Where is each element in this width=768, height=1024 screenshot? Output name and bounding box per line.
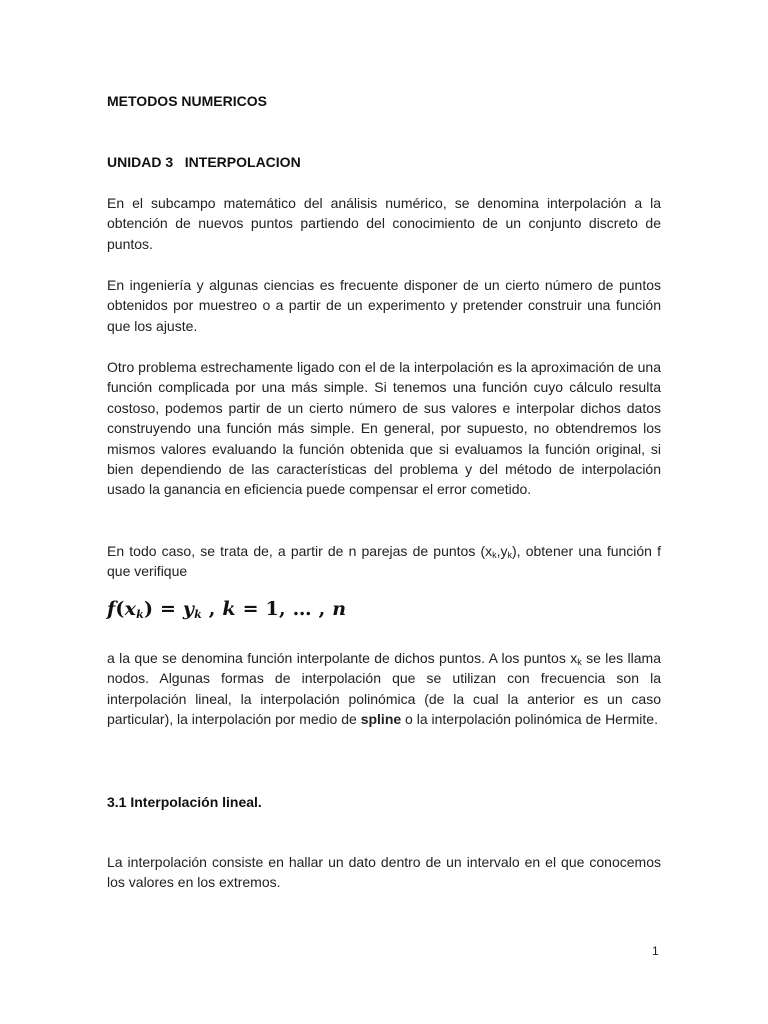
formula-separator: , (201, 598, 223, 620)
formula-k: k (222, 598, 236, 620)
section-heading: 3.1 Interpolación lineal. (107, 794, 262, 810)
paragraph-engineering: En ingeniería y algunas ciencias es frecuente disponer de un cierto número de puntos obtenidos por muestreo o a partir de un experimento y pretender construir una función que los ajuste. (107, 277, 661, 334)
formula-n: n (332, 598, 347, 620)
paragraph-definition: En el subcampo matemático del análisis numérico, se denomina interpolación a la obtención de nuevos puntos partiendo del conocimiento de un conjunto discreto de puntos. (107, 195, 661, 252)
formula-open-paren: ( (115, 598, 125, 620)
pairs-subscript-y: k (507, 550, 513, 560)
formula-range: = 1, … , (235, 598, 333, 620)
formula-y: y (182, 598, 195, 620)
interpolant-subscript: k (577, 657, 582, 667)
interpolant-text-end: o la interpolación polinómica de Hermite. (401, 711, 658, 728)
formula-x: x (124, 598, 137, 620)
page-number: 1 (652, 944, 659, 958)
formula-close-paren: ) (143, 598, 154, 620)
formula-y-subscript: k (194, 608, 202, 621)
paragraph-linear-interpolation: La interpolación consiste en hallar un dato dentro de un intervalo en el que conocemos los valores en los extremos. (107, 854, 661, 891)
document-title: METODOS NUMERICOS (107, 93, 267, 109)
pairs-text-end: ), obtener una función f que verifique (107, 543, 661, 580)
interpolant-text-start: a la que se denomina función interpolante de dichos puntos. A los puntos x (107, 650, 578, 666)
formula-x-subscript: k (136, 608, 144, 621)
paragraph-pairs (107, 541, 661, 582)
spline-bold-term: spline (360, 711, 402, 728)
interpolant-text-mid: se les llama nodos. Algunas formas de interpolación que se utilizan con frecuencia son la interpolación lineal, la interpolación polinómica (de la cual la anterior es un caso particular), la interpolación por medio de (107, 650, 661, 728)
pairs-text-mid: ,y (496, 543, 508, 559)
paragraph-interpolant (107, 648, 661, 730)
unit-heading: UNIDAD 3 INTERPOLACION (107, 154, 301, 170)
pairs-text-start: En todo caso, se trata de, a partir de n parejas de puntos (x (107, 543, 493, 559)
paragraph-approximation: Otro problema estrechamente ligado con el de la interpolación es la aproximación de una función complicada por una más simple. Si tenemos una función cuyo cálculo resulta costoso, podemos partir de un cierto número de sus valores e interpolar dichos datos construyendo una función más simple. En general, por supuesto, no obtendremos los mismos valores evaluando la función obtenida que si evaluamos la función original, si bien dependiendo de las características del problema y del método de interpolación usado la ganancia en eficiencia puede compensar el error cometido. (107, 359, 661, 498)
formula-f: f (107, 598, 116, 620)
interpolation-formula (107, 598, 346, 620)
formula-equals: = (153, 598, 183, 620)
pairs-subscript-x: k (492, 550, 497, 560)
